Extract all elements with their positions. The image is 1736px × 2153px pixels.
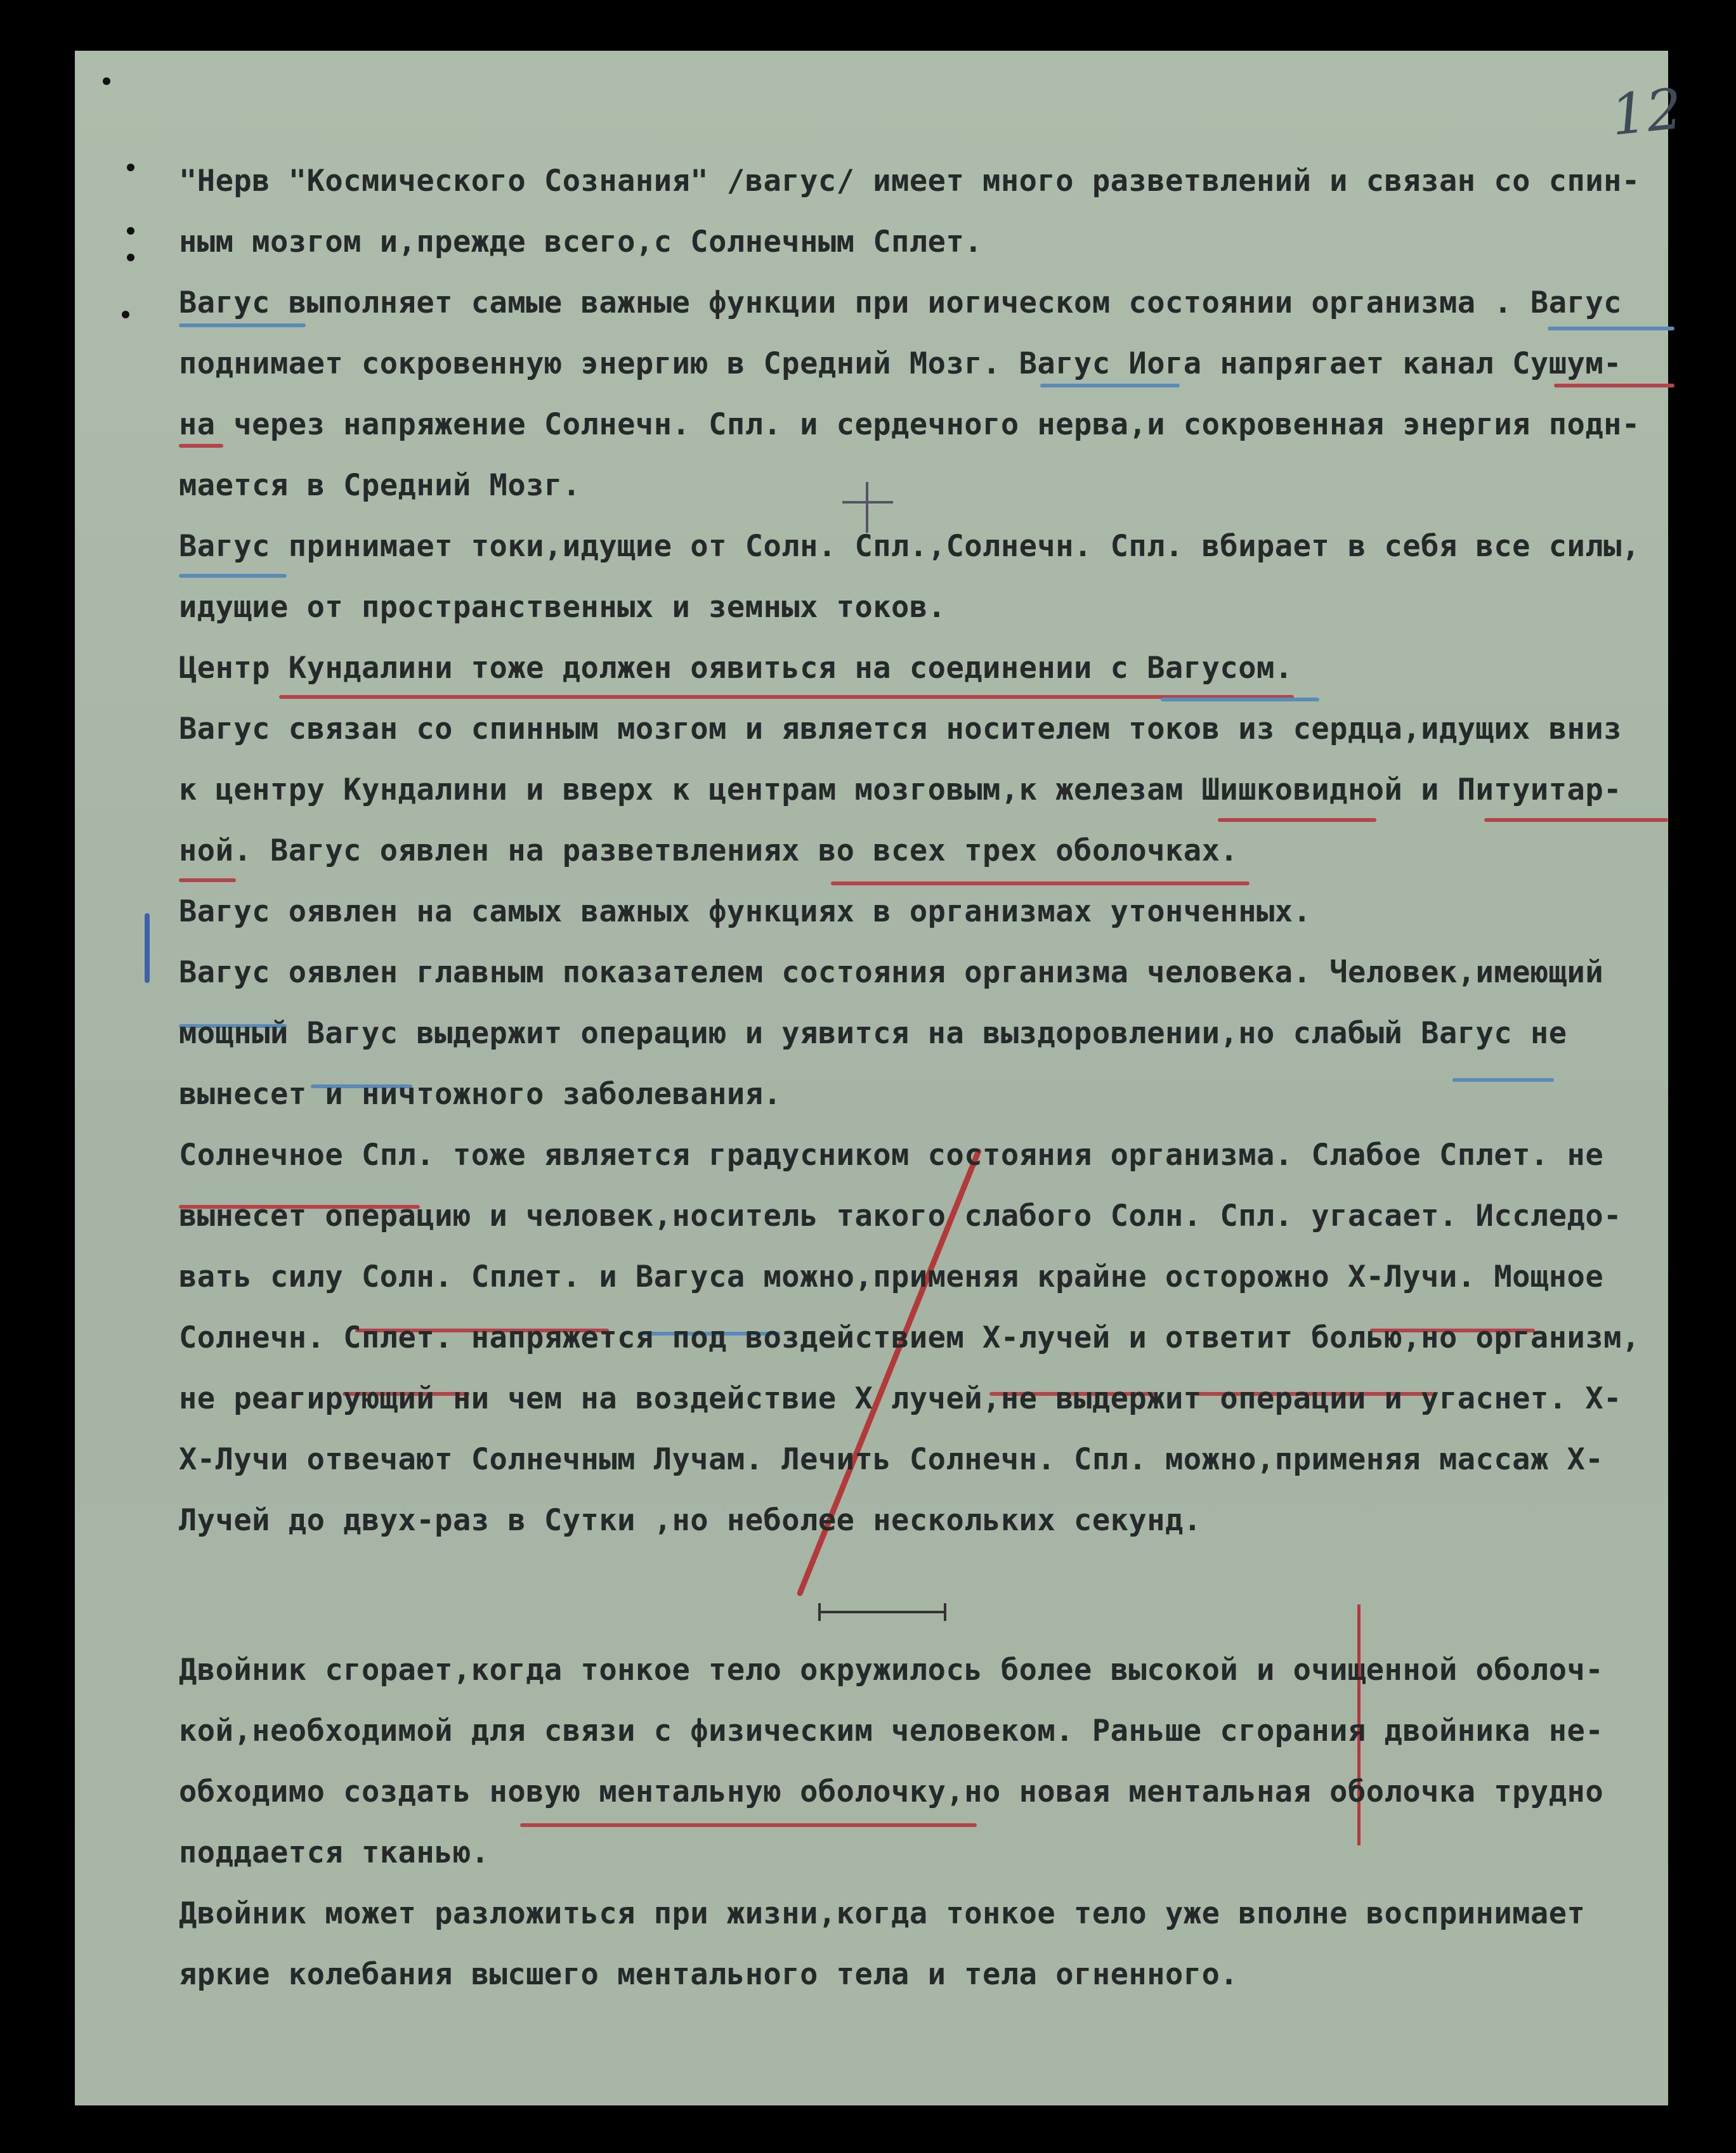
- text-line: Двойник сгорает,когда тонкое тело окружилось более высокой и очищенной оболоч-: [179, 1653, 1604, 1688]
- text-line: вать силу Солн. Сплет. и Вагуса можно,применяя крайне осторожно Х-Лучи. Мощное: [179, 1259, 1604, 1294]
- punch-mark: [127, 254, 134, 261]
- punch-mark: [127, 164, 134, 171]
- text-line: вынесет операцию и человек,носитель такого слабого Солн. Спл. угасает. Исследо-: [179, 1199, 1622, 1233]
- text-line: к центру Кундалини и вверх к центрам мозговым,к железам Шишковидной и Питуитар-: [179, 772, 1622, 807]
- text-line: яркие колебания высшего ментального тела и тела огненного.: [179, 1957, 1239, 1992]
- text-line: на через напряжение Солнечн. Спл. и сердечного нерва,и сокровенная энергия подн-: [179, 407, 1640, 442]
- text-line: обходимо создать новую ментальную оболочку,но новая ментальная оболочка трудно: [179, 1774, 1604, 1809]
- typed-text-body: [179, 151, 1682, 2005]
- text-line: Х-Лучи отвечают Солнечным Лучам. Лечить Солнечн. Спл. можно,применяя массаж Х-: [179, 1442, 1604, 1477]
- text-line: Вагус оявлен главным показателем состояния организма человека. Человек,имеющий: [179, 955, 1604, 990]
- text-line: Вагус оявлен на самых важных функциях в организмах утонченных.: [179, 894, 1312, 929]
- text-line: Солнечн. Сплет. напряжется под воздействием Х-лучей и ответит болью,но организм,: [179, 1320, 1640, 1355]
- punch-mark: [122, 311, 129, 318]
- section-gap: [179, 1551, 1682, 1640]
- text-line: не реагирующий ни чем на воздействие Х лучей,не выдержит операции и угаснет. Х-: [179, 1381, 1622, 1416]
- text-line: мощный Вагус выдержит операцию и уявится на выздоровлении,но слабый Вагус не: [179, 1016, 1567, 1051]
- page-number: 12: [1607, 75, 1686, 148]
- margin-pencil-mark: [145, 913, 150, 983]
- text-line: Центр Кундалини тоже должен оявиться на соединении с Вагусом.: [179, 651, 1293, 686]
- punch-mark: [103, 77, 110, 85]
- text-line: поддается тканью.: [179, 1835, 490, 1870]
- text-line: Вагус принимает токи,идущие от Солн. Спл.,Солнечн. Спл. вбирает в себя все силы,: [179, 529, 1640, 564]
- text-line: Вагус связан со спинным мозгом и является носителем токов из сердца,идущих вниз: [179, 712, 1622, 746]
- text-line: "Нерв "Космического Сознания" /вагус/ имеет много разветвлений и связан со спин-: [179, 164, 1640, 198]
- text-line: Вагус выполняет самые важные функции при иогическом состоянии организма . Вагус: [179, 285, 1622, 320]
- text-line: Двойник может разложиться при жизни,когда тонкое тело уже вполне воспринимает: [179, 1896, 1586, 1931]
- text-line: идущие от пространственных и земных токов.: [179, 590, 946, 625]
- text-line: ной. Вагус оявлен на разветвлениях во всех трех оболочках.: [179, 833, 1239, 868]
- text-line: поднимает сокровенную энергию в Средний Мозг. Вагус Иога напрягает канал Сушум-: [179, 346, 1622, 381]
- punch-mark: [127, 227, 134, 235]
- text-line: Солнечное Спл. тоже является градусником состояния организма. Слабое Сплет. не: [179, 1138, 1604, 1173]
- text-line: мается в Средний Мозг.: [179, 468, 581, 503]
- text-line: ным мозгом и,прежде всего,с Солнечным Сплет.: [179, 224, 983, 259]
- text-line: вынесет и ничтожного заболевания.: [179, 1077, 782, 1112]
- text-line: кой,необходимой для связи с физическим человеком. Раньше сгорания двойника не-: [179, 1714, 1604, 1748]
- text-line: Лучей до двух-раз в Сутки ,но неболее нескольких секунд.: [179, 1503, 1202, 1538]
